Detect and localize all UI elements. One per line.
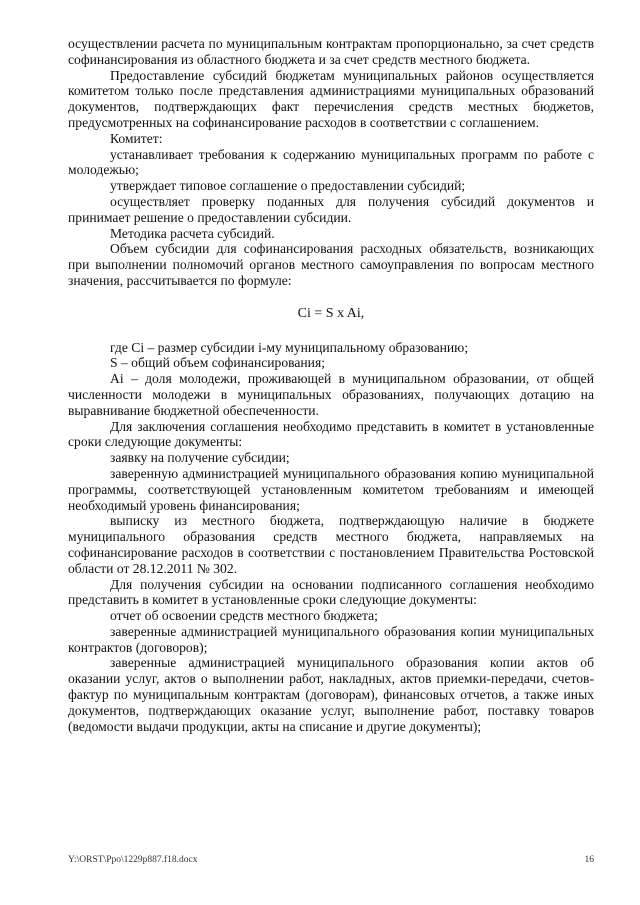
- file-path: Y:\ORST\Ppo\1229p887.f18.docx: [68, 855, 198, 865]
- paragraph: утверждает типовое соглашение о предоставлении субсидий;: [110, 178, 466, 194]
- paragraph: Для получения субсидии на основании подписанного соглашения необходимо представить в комитет в установленные сроки следующие документы:: [68, 576, 594, 608]
- paragraph: Комитет:: [110, 130, 163, 146]
- paragraph: Предоставление субсидий бюджетам муниципальных районов осуществляется комитетом только после представления администрациями муниципальных образований документов, подтверждающих факт перечисления средств местных бюджетов, предусмотренных на софинансирование расходов в соответствии с соглашением.: [68, 67, 594, 130]
- paragraph: S – общий объем софинансирования;: [110, 355, 325, 371]
- paragraph: выписку из местного бюджета, подтверждающую наличие в бюджете муниципального образования средств местного бюджета, направляемых на софинансирование расходов в соответствии с постановлением Правительства Ростовской области от 28.12.2011 № 302.: [68, 513, 594, 576]
- paragraph: заверенные администрацией муниципального образования копии актов об оказании услуг, актов о выполнении работ, накладных, актов приемки-передачи, счетов-фактур по муниципальным контрактам (договорам), финансовых отчетов, а также иных документов, подтверждающих оказание услуг, выполнение работ, поставку товаров (ведомости выдачи продукции, акты на списание и другие документы);: [68, 655, 594, 734]
- paragraph: заявку на получение субсидии;: [110, 450, 290, 466]
- paragraph: заверенные администрацией муниципального образования копии муниципальных контрактов (договоров);: [68, 623, 594, 655]
- paragraph: осуществляет проверку поданных для получения субсидий документов и принимает решение о предоставлении субсидии.: [68, 193, 594, 225]
- paragraph: устанавливает требования к содержанию муниципальных программ по работе с молодежью;: [68, 146, 594, 178]
- paragraph: заверенную администрацией муниципального образования копию муниципальной программы, соответствующей установленным комитетом требованиям и имеющей необходимый уровень финансирования;: [68, 465, 594, 513]
- paragraph: осуществлении расчета по муниципальным контрактам пропорционально, за счет средств софинансирования из областного бюджета и за счет средств местного бюджета.: [68, 36, 594, 67]
- paragraph: Ai – доля молодежи, проживающей в муниципальном образовании, от общей численности молодежи в муниципальных образованиях, получающих дотацию на выравнивание бюджетной обеспеченности.: [68, 371, 594, 418]
- paragraph: Объем субсидии для софинансирования расходных обязательств, возникающих при выполнении полномочий органов местного самоуправления по вопросам местного значения, рассчитывается по формуле:: [68, 241, 594, 288]
- page-footer: [68, 855, 594, 865]
- paragraph: Для заключения соглашения необходимо представить в комитет в установленные сроки следующие документы:: [68, 418, 594, 450]
- paragraph: Методика расчета субсидий.: [110, 225, 275, 241]
- paragraph: отчет об освоении средств местного бюджета;: [110, 608, 378, 624]
- document-body: [68, 36, 594, 734]
- page-number: 16: [584, 855, 594, 865]
- paragraph: где Ci – размер субсидии i-му муниципальному образованию;: [110, 339, 469, 355]
- formula: Ci = S x Ai,: [297, 305, 365, 321]
